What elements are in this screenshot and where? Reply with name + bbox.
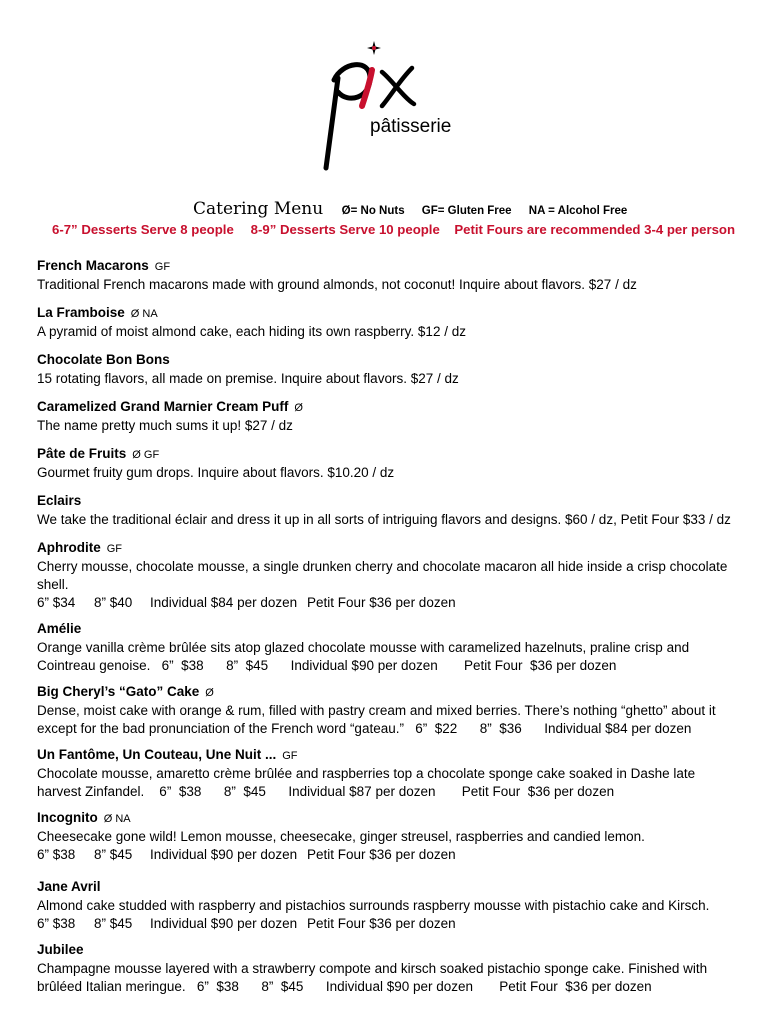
price-6-inch: 6” $38 (37, 847, 76, 862)
serving-petit-fours: Petit Fours are recommended 3-4 per person (454, 222, 736, 237)
menu-item-incognito (37, 809, 737, 864)
item-name: Incognito (37, 810, 98, 825)
item-name: Pâte de Fruits (37, 446, 127, 461)
menu-item-big-cheryls-gato-cake (37, 683, 737, 738)
price-8-inch: 8” $45 (94, 847, 133, 862)
price-line (37, 594, 737, 612)
item-tags: Ø (205, 687, 214, 699)
item-tags: Ø NA (130, 308, 158, 320)
menu-item-french-macarons (37, 257, 737, 294)
item-description: Champagne mousse layered with a strawberry compote and kirsch soaked pistachio sponge cake. Finished with brûléed Italian meringue. 6” $38 8” $45 Individual $90 per dozen Petit Four $36 per dozen (37, 961, 711, 994)
item-name: Amélie (37, 621, 82, 636)
item-description: Chocolate mousse, amaretto crème brûlée and raspberries top a chocolate sponge cake soaked in Dashe late harvest Zinfandel. 6” $38 8” $45 Individual $87 per dozen Petit Four $36 per dozen (37, 766, 699, 799)
item-description: Orange vanilla crème brûlée sits atop glazed chocolate mousse with caramelized hazelnuts, praline crisp and Cointreau genoise. 6” $38 8” $45 Individual $90 per dozen Petit Four $36 per dozen (37, 640, 693, 673)
menu-item-chocolate-bon-bons (37, 351, 737, 388)
logo-subtitle: pâtisserie (370, 116, 452, 137)
price-6-inch: 6” $34 (37, 595, 76, 610)
item-tags: Ø (294, 402, 303, 414)
price-line (37, 846, 737, 864)
price-6-inch: 6” $38 (37, 916, 76, 931)
item-name: Big Cheryl’s “Gato” Cake (37, 684, 200, 699)
item-description: Traditional French macarons made with ground almonds, not coconut! Inquire about flavors. $27 / dz (37, 277, 637, 292)
menu-item-un-fantome (37, 746, 737, 801)
serving-8-9-inch: 8-9” Desserts Serve 10 people (250, 222, 440, 237)
page-title: Catering Menu (193, 199, 324, 219)
item-name: French Macarons (37, 258, 149, 273)
menu-item-cream-puff (37, 398, 737, 435)
serving-6-7-inch: 6-7” Desserts Serve 8 people (52, 222, 234, 237)
pix-patisserie-logo (312, 40, 462, 180)
menu-item-eclairs (37, 492, 737, 529)
star-icon (367, 41, 381, 55)
menu-item-pate-de-fruits (37, 445, 737, 482)
legend (342, 205, 642, 217)
price-individual: Individual $84 per dozen (150, 595, 298, 610)
price-individual: Individual $90 per dozen (150, 847, 298, 862)
price-petit-four: Petit Four $36 per dozen (307, 847, 456, 862)
menu-item-jubilee (37, 941, 737, 996)
item-description: A pyramid of moist almond cake, each hiding its own raspberry. $12 / dz (37, 324, 466, 339)
item-description: The name pretty much sums it up! $27 / dz (37, 418, 293, 433)
item-name: Chocolate Bon Bons (37, 352, 170, 367)
item-name: La Framboise (37, 305, 125, 320)
price-petit-four: Petit Four $36 per dozen (307, 916, 456, 931)
menu-item-aphrodite (37, 539, 737, 612)
menu-list (37, 257, 737, 996)
legend-no-nuts: Ø= No Nuts (341, 205, 405, 217)
item-name: Jubilee (37, 942, 84, 957)
menu-item-jane-avril (37, 878, 737, 933)
item-description: Almond cake studded with raspberry and pistachios surrounds raspberry mousse with pistachio cake and Kirsch. (37, 898, 710, 913)
item-description: Cheesecake gone wild! Lemon mousse, cheesecake, ginger streusel, raspberries and candied lemon. (37, 829, 645, 844)
item-tags: GF (282, 750, 298, 762)
price-line (37, 915, 737, 933)
price-8-inch: 8” $40 (94, 595, 133, 610)
price-individual: Individual $90 per dozen (150, 916, 298, 931)
item-name: Aphrodite (37, 540, 101, 555)
legend-gluten-free: GF= Gluten Free (421, 205, 512, 217)
item-name: Eclairs (37, 493, 82, 508)
price-petit-four: Petit Four $36 per dozen (307, 595, 456, 610)
item-name: Caramelized Grand Marnier Cream Puff (37, 399, 289, 414)
item-description: Cherry mousse, chocolate mousse, a single drunken cherry and chocolate macaron all hide inside a crisp chocolate shell. (37, 559, 728, 592)
header-line (193, 199, 641, 219)
item-description: Gourmet fruity gum drops. Inquire about flavors. $10.20 / dz (37, 465, 395, 480)
item-tags: GF (154, 261, 171, 273)
item-tags: Ø GF (132, 449, 160, 461)
item-description: 15 rotating flavors, all made on premise. Inquire about flavors. $27 / dz (37, 371, 459, 386)
logo-graphic (312, 40, 462, 180)
item-tags: GF (106, 543, 123, 555)
legend-alcohol-free: NA = Alcohol Free (528, 205, 628, 217)
item-description: We take the traditional éclair and dress it up in all sorts of intriguing flavors and designs. $60 / dz, Petit Four $33 / dz (37, 512, 731, 527)
serving-info (52, 222, 735, 237)
item-description: Dense, moist cake with orange & rum, filled with pastry cream and mixed berries. There’s nothing “ghetto” about it except for the bad pronunciation of the French word “gateau.” 6” $22 8” $36 Individual $84 per dozen (37, 703, 720, 736)
menu-item-la-framboise (37, 304, 737, 341)
item-tags: Ø NA (103, 813, 131, 825)
item-name: Jane Avril (37, 879, 101, 894)
menu-item-amelie (37, 620, 737, 675)
item-name: Un Fantôme, Un Couteau, Une Nuit ... (37, 747, 277, 762)
price-8-inch: 8” $45 (94, 916, 133, 931)
